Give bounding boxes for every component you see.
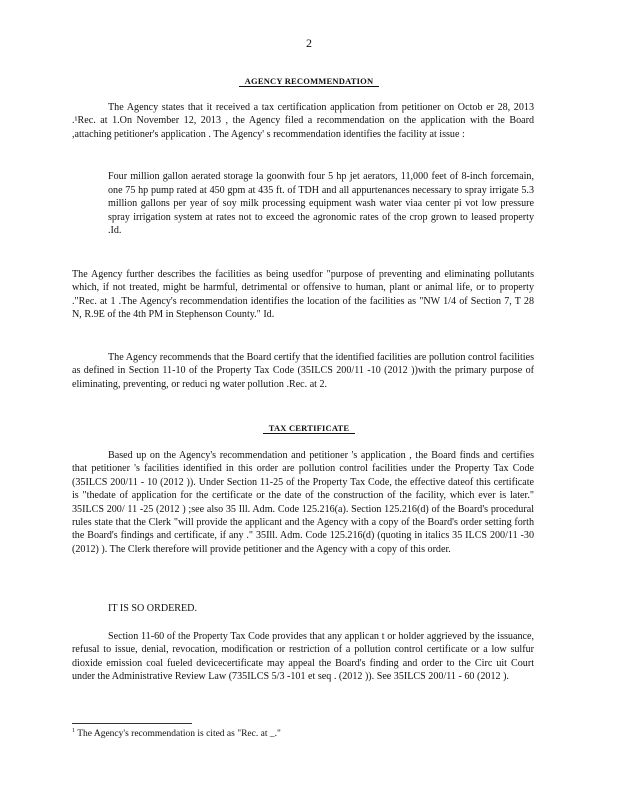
order-statement: IT IS SO ORDERED. (108, 603, 197, 614)
page-number: 2 (306, 36, 312, 50)
paragraph-appeal-rights: Section 11-60 of the Property Tax Code provides that any applican t or holder aggrieved by the issuance, refusal to issue, denial, revocation, modification or restriction of a pollution control certificate or a low sulfur dioxide emission coal fueled devicecertificate may appeal the Board's finding and order to the Circ uit Court under the Administrative Review Law (735ILCS 5/3 -101 et seq . (2012 )). See 35ILCS 200/11 - 60 (2012 ). (72, 631, 534, 683)
paragraph-agency-statement: The Agency states that it received a tax certification application from petitioner on Octob er 28, 2013 .¹Rec. at 1.On November 12, 2013 , the Agency filed a recommendation on the application with the Board ,attaching petitioner's application . The Agency' s recommendation identifies the facility at issue : (72, 102, 534, 140)
footnote-marker: 1 (72, 728, 75, 734)
block-quote-facility: Four million gallon aerated storage la goonwith four 5 hp jet aerators, 11,000 feet of 8-inch forcemain, one 75 hp pump rated at 450 gpm at 435 ft. of TDH and all appurtenances necessary to spray irrigate 5.3 million gallons per year of soy milk processing equipment wash water viaa center pi vot low pressure spray irrigation system at rates not to exceed the agronomic rates of the crop grown to leased property .Id. (108, 171, 534, 237)
section-heading-agency-recommendation (0, 76, 618, 86)
paragraph-board-findings: Based up on the Agency's recommendation and petitioner 's application , the Board finds and certifies that petitioner 's facilities identified in this order are pollution control facilities under the Property Tax Code (35ILCS 200/11 - 10 (2012 )). Under Section 11-25 of the Property Tax Code, the effective dateof this certificate is "thedate of application for the certificate or the date of the construction of the facility, which ever is later." 35ILCS 200/ 11 -25 (2012 ) ;see also 35 Ill. Adm. Code 125.216(a). Section 125.216(d) of the Board's procedural rules state that the Clerk "will provide the applicant and the Agency with a copy of the Board's order setting forth the Board's findings and certificate, if any ." 35Ill. Adm. Code 125.216(d) (quoting in italics 35 ILCS 200/11 -30 (2012) ). The Clerk therefore will provide petitioner and the Agency with a copy of this order. (72, 450, 534, 555)
footnote-divider (72, 723, 192, 724)
footnote-text: The Agency's recommendation is cited as "Rec. at _." (77, 729, 281, 740)
paragraph-facility-description: The Agency further describes the facilities as being usedfor "purpose of preventing and eliminating pollutants which, if not treated, might be harmful, detrimental or offensive to human, plant or animal life, or to property ."Rec. at 1 .The Agency's recommendation identifies the location of the facilities as "NW 1/4 of Section 7, T 28 N, R.9E of the 4th PM in Stephenson County." Id. (72, 269, 534, 321)
section-heading-text: TAX CERTIFICATE (263, 423, 356, 434)
paragraph-agency-recommends: The Agency recommends that the Board certify that the identified facilities are pollution control facilities as defined in Section 11-10 of the Property Tax Code (35ILCS 200/11 -10 (2012 ))with the primary purpose of eliminating, preventing, or reduci ng water pollution .Rec. at 2. (72, 352, 534, 390)
section-heading-text: AGENCY RECOMMENDATION (239, 76, 380, 87)
footnote (72, 728, 281, 739)
section-heading-tax-certificate (0, 423, 618, 433)
